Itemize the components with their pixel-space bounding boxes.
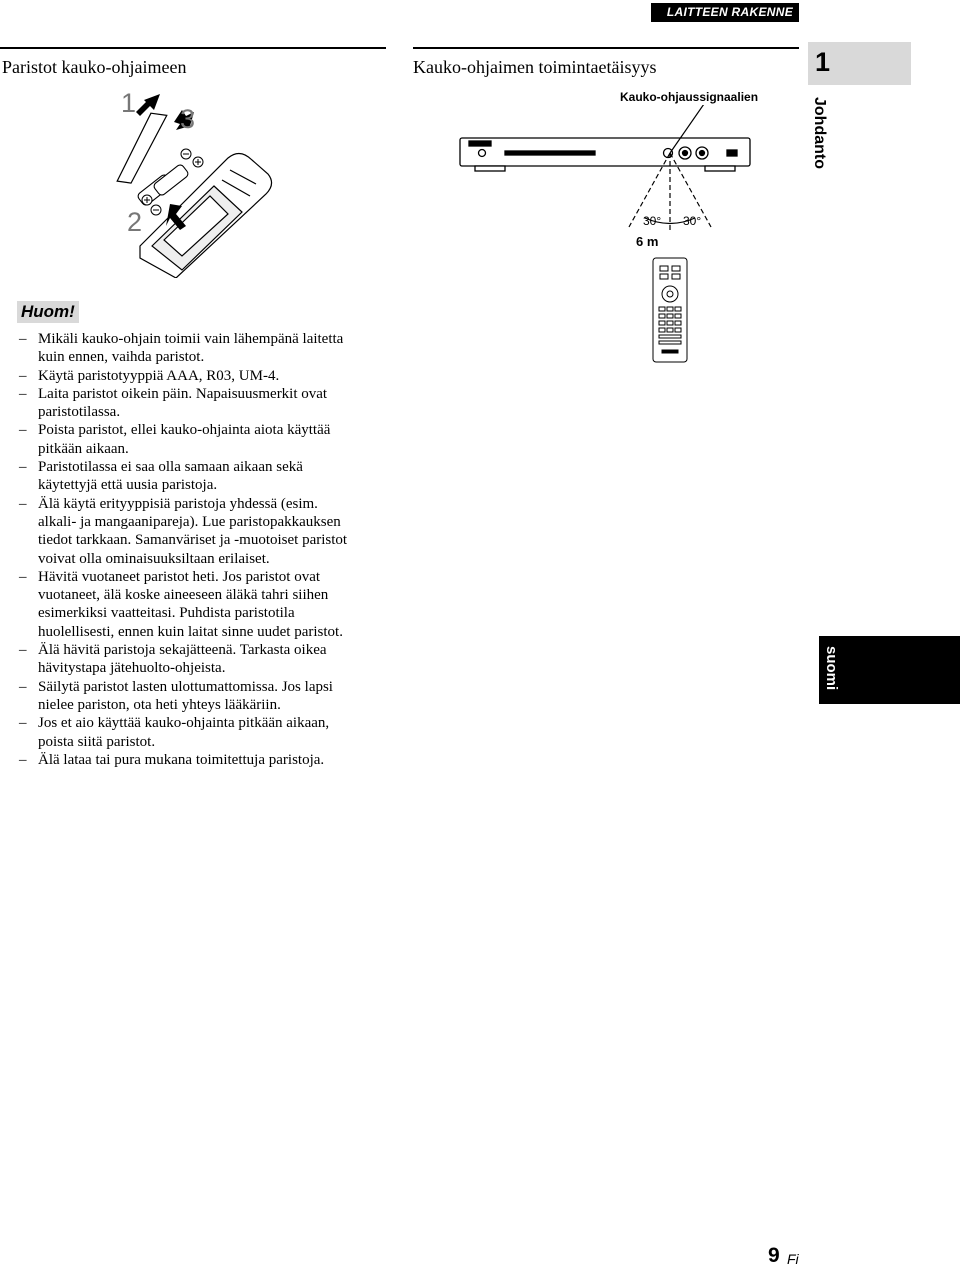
signal-label: Kauko-ohjaussignaalien bbox=[620, 90, 759, 104]
distance-label: 6 m bbox=[636, 234, 659, 249]
language-tab bbox=[819, 636, 960, 704]
range-section-heading: Kauko-ohjaimen toimintaetäisyys bbox=[413, 57, 657, 77]
left-section-rule bbox=[0, 47, 386, 49]
step-number-1: 1 bbox=[121, 88, 137, 118]
note-item-line: Jos et aio käyttää kauko-ohjainta pitkään aikaan, bbox=[38, 715, 330, 732]
dash-bullet-icon: – bbox=[19, 422, 27, 439]
note-item-line: alkali- ja mangaanipareja). Lue paristopakkauksen bbox=[38, 513, 341, 530]
dash-bullet-icon: – bbox=[19, 751, 27, 768]
note-item-line: Hävitä vuotaneet paristot heti. Jos paristot ovat bbox=[38, 568, 321, 585]
dash-bullet-icon: – bbox=[19, 331, 27, 347]
note-title: Huom! bbox=[21, 302, 75, 321]
note-item bbox=[19, 385, 371, 422]
battery-cover-illustration bbox=[117, 110, 167, 187]
note-item-line: Käytä paristotyyppiä AAA, R03, UM-4. bbox=[38, 367, 280, 384]
note-item bbox=[19, 330, 371, 367]
note-item-line: käytettyjä että uusia paristoja. bbox=[38, 477, 218, 494]
dash-bullet-icon: – bbox=[19, 715, 27, 732]
language-tab-label: suomi bbox=[823, 646, 840, 691]
battery-section-heading: Paristot kauko-ohjaimeen bbox=[2, 57, 187, 77]
page-number: 9 bbox=[768, 1244, 780, 1267]
dash-bullet-icon: – bbox=[19, 642, 27, 659]
dash-bullet-icon: – bbox=[19, 459, 27, 476]
battery-insertion-illustration bbox=[110, 88, 290, 278]
signal-lines bbox=[629, 105, 713, 230]
note-item-line: Poista paristot, ellei kauko-ohjainta aiota käyttää bbox=[38, 422, 331, 439]
note-item-line: hävitystapa jätehuolto-ohjeista. bbox=[38, 660, 226, 677]
note-item-line: Älä lataa tai pura mukana toimitettuja paristoja. bbox=[38, 751, 325, 768]
right-section-rule bbox=[413, 47, 799, 49]
note-item bbox=[19, 421, 371, 458]
note-item-line: nielee pariston, ota heti yhteys lääkäriin. bbox=[38, 696, 281, 713]
player-front-panel-illustration bbox=[460, 138, 750, 171]
note-item-line: Mikäli kauko-ohjain toimii vain lähempänä laitetta bbox=[38, 331, 344, 347]
angle-left-label: 30° bbox=[643, 214, 662, 228]
note-item-line: paristotilassa. bbox=[38, 404, 121, 421]
note-item-line: Paristotilassa ei saa olla samaan aikaan sekä bbox=[38, 459, 303, 476]
page-number-suffix: Fi bbox=[787, 1251, 799, 1267]
note-item-line: tiedot tarkkaan. Samanväriset ja -muotoiset paristot bbox=[38, 532, 348, 549]
note-item bbox=[19, 568, 371, 641]
note-item-line: Laita paristot oikein päin. Napaisuusmerkit ovat bbox=[38, 385, 328, 402]
note-item-line: esimerkiksi vaatteitasi. Puhdista paristotila bbox=[38, 605, 295, 622]
dash-bullet-icon: – bbox=[19, 495, 27, 512]
note-item-line: Säilytä paristot lasten ulottumattomissa. Jos lapsi bbox=[38, 678, 333, 695]
dash-bullet-icon: – bbox=[19, 568, 27, 585]
chapter-number: 1 bbox=[815, 47, 831, 77]
note-item bbox=[19, 458, 371, 495]
note-item bbox=[19, 678, 371, 715]
header-section-label: LAITTEEN RAKENNE bbox=[666, 5, 793, 19]
range-diagram-illustration bbox=[455, 105, 755, 370]
note-item-line: poista siitä paristot. bbox=[38, 733, 156, 750]
note-item-line: pitkään aikaan. bbox=[38, 440, 129, 457]
step-number-3: 3 bbox=[180, 104, 196, 134]
remote-body-illustration bbox=[140, 153, 272, 278]
chapter-number-box bbox=[808, 42, 911, 85]
note-item bbox=[19, 367, 371, 385]
angle-right-label: 30° bbox=[683, 214, 702, 228]
chapter-label: Johdanto bbox=[811, 97, 828, 169]
note-item bbox=[19, 714, 371, 751]
note-item-line: Älä käytä erityyppisiä paristoja yhdessä (esim. bbox=[38, 495, 318, 512]
note-item bbox=[19, 495, 371, 568]
header-section-band bbox=[651, 3, 799, 22]
dash-bullet-icon: – bbox=[19, 385, 27, 402]
chapter-label-container bbox=[810, 97, 834, 177]
note-item-line: Älä hävitä paristoja sekajätteenä. Tarkasta oikea bbox=[38, 642, 327, 659]
note-item-line: kuin ennen, vaihda paristot. bbox=[38, 349, 205, 366]
remote-control-illustration bbox=[653, 258, 687, 362]
step-number-2: 2 bbox=[127, 207, 143, 237]
dash-bullet-icon: – bbox=[19, 678, 27, 695]
note-item-line: vuotaneet, älä koske aineeseen äläkä tahri siihen bbox=[38, 587, 329, 604]
note-item bbox=[19, 751, 371, 769]
note-item-line: voivat olla ominaisuuksiltaan erilaiset. bbox=[38, 550, 270, 567]
note-item-line: huolellisesti, ennen kuin laitat sinne uudet paristot. bbox=[38, 623, 343, 640]
dash-bullet-icon: – bbox=[19, 367, 27, 384]
note-item bbox=[19, 641, 371, 678]
note-list bbox=[19, 330, 371, 769]
note-title-box bbox=[17, 301, 79, 323]
